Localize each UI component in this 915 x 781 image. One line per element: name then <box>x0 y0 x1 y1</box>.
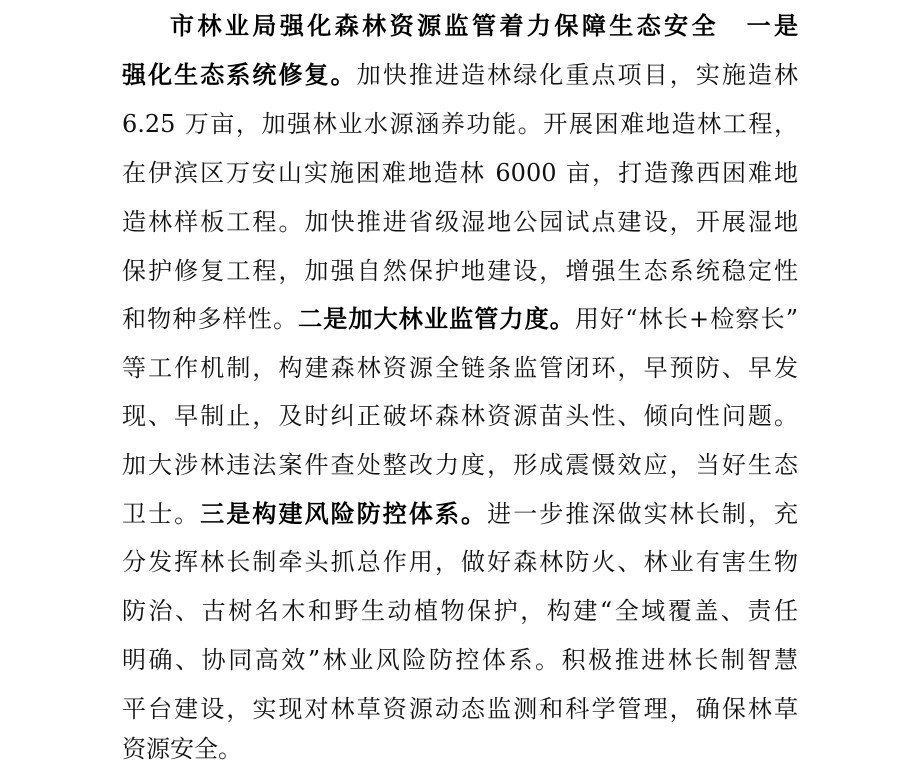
text-run: 造林样板工程。加快推进省级湿地公园试点建设，开展湿地 <box>122 208 798 236</box>
text-line-14 <box>122 642 798 692</box>
text-line-16 <box>122 731 798 781</box>
text-run: 现、早制止，及时纠正破坏森林资源苗头性、倾向性问题。 <box>122 402 798 430</box>
text-run: 在伊滨区万安山实施困难地造林 6000 亩，打造豫西困难地 <box>122 159 798 187</box>
text-line-4 <box>122 155 798 205</box>
text-run: 加大涉林违法案件查处整改力度，形成震慑效应，当好生态 <box>122 451 798 479</box>
title-spacer <box>719 12 746 40</box>
text-run: 6.25 万亩，加强林业水源涵养功能。开展困难地造林工程， <box>122 110 798 138</box>
text-run: 保护修复工程，加强自然保护地建设，增强生态系统稳定性 <box>122 257 798 285</box>
point-three-heading: 三是构建风险防控体系。 <box>200 500 488 528</box>
text-line-11 <box>122 496 798 546</box>
text-run: 和物种多样性。 <box>122 305 299 333</box>
text-run: 卫士。 <box>122 500 201 528</box>
text-line-12 <box>122 544 798 594</box>
text-line-6 <box>122 253 798 303</box>
article-title: 市林业局强化森林资源监管着力保障生态安全 <box>170 12 720 40</box>
point-one-marker: 一是 <box>746 12 799 40</box>
text-run: 平台建设，实现对林草资源动态监测和科学管理，确保林草 <box>122 695 798 723</box>
text-line-10 <box>122 447 798 497</box>
text-line-7 <box>122 301 798 351</box>
text-line-5 <box>122 204 798 254</box>
text-line-2 <box>122 57 798 107</box>
text-run: 资源安全。 <box>122 735 242 763</box>
point-one-heading: 强化生态系统修复。 <box>122 61 357 89</box>
text-run: 防治、古树名木和野生动植物保护，构建“全域覆盖、责任 <box>122 597 798 625</box>
text-run: 用好“林长+检察长” <box>574 305 799 333</box>
text-line-3 <box>122 106 798 156</box>
text-line-1 <box>170 8 798 58</box>
text-line-9 <box>122 398 798 448</box>
point-two-heading: 二是加大林业监管力度。 <box>298 305 575 333</box>
text-run: 等工作机制，构建森林资源全链条监管闭环，早预防、早发 <box>122 354 798 382</box>
text-run: 进一步推深做实林长制，充 <box>487 500 799 528</box>
text-run: 加快推进造林绿化重点项目，实施造林 <box>356 61 799 89</box>
text-line-8 <box>122 350 798 400</box>
text-run: 明确、协同高效”林业风险防控体系。积极推进林长制智慧 <box>122 646 798 674</box>
text-line-13 <box>122 593 798 643</box>
text-run: 分发挥林长制牵头抓总作用，做好森林防火、林业有害生物 <box>122 548 798 576</box>
